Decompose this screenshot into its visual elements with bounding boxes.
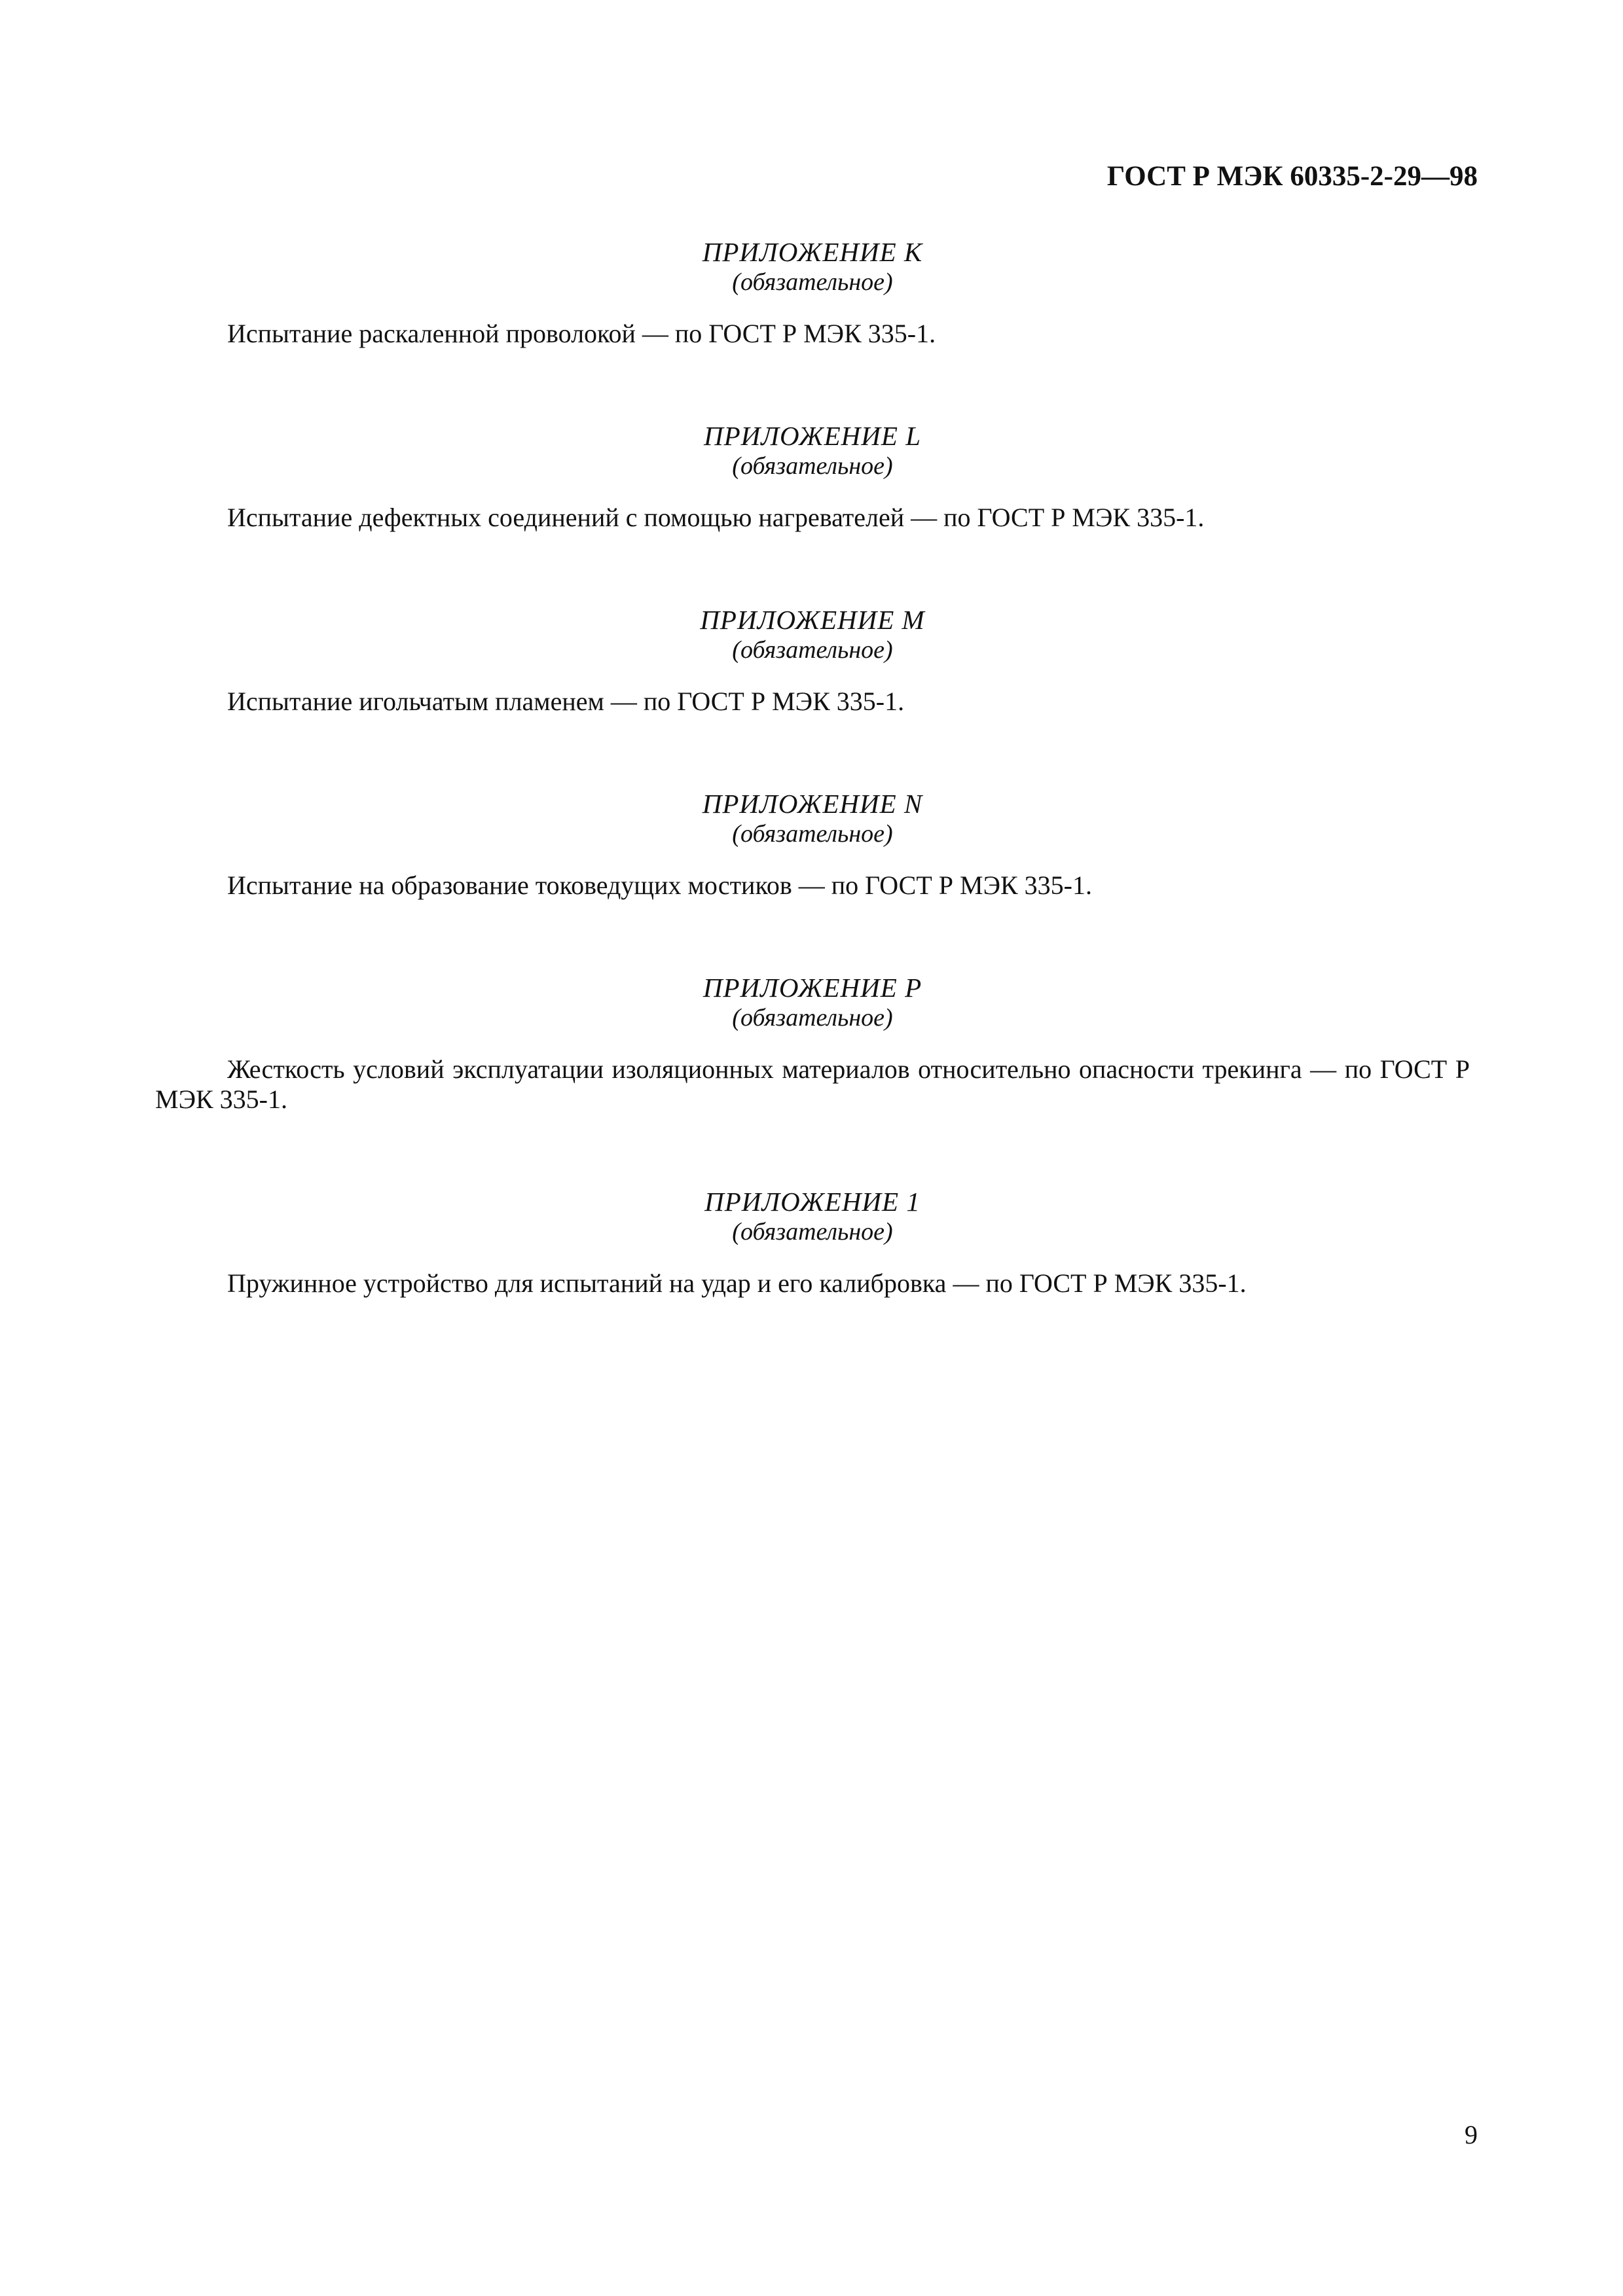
annex-p	[155, 973, 1470, 1115]
annex-1	[155, 1187, 1470, 1299]
section-gap	[155, 1115, 1470, 1187]
section-gap	[155, 901, 1470, 973]
annex-l	[155, 421, 1470, 533]
annex-text: Испытание раскаленной проволокой — по ГОСТ Р МЭК 335-1.	[227, 319, 936, 348]
annex-status: (обязательное)	[732, 636, 893, 664]
annex-n	[155, 789, 1470, 901]
section-gap	[155, 349, 1470, 421]
page-content	[155, 237, 1470, 1299]
annex-title: ПРИЛОЖЕНИЕ K	[702, 237, 923, 267]
section-gap	[155, 717, 1470, 789]
annex-title: ПРИЛОЖЕНИЕ M	[700, 605, 925, 635]
annex-text: Испытание на образование токоведущих мостиков — по ГОСТ Р МЭК 335-1.	[227, 870, 1092, 900]
annex-title: ПРИЛОЖЕНИЕ P	[702, 973, 922, 1003]
annex-status: (обязательное)	[732, 452, 893, 480]
annex-title: ПРИЛОЖЕНИЕ 1	[704, 1187, 921, 1217]
annex-text: Испытание игольчатым пламенем — по ГОСТ Р МЭК 335-1.	[227, 687, 905, 716]
page-number: 9	[1465, 2120, 1478, 2149]
section-gap	[155, 533, 1470, 605]
annex-text: Жесткость условий эксплуатации изоляционных материалов относительно опасности трекинга — по ГОСТ Р МЭК 335-1.	[155, 1054, 1470, 1114]
annex-title: ПРИЛОЖЕНИЕ N	[702, 789, 923, 819]
annex-m	[155, 605, 1470, 717]
annex-status: (обязательное)	[732, 820, 893, 848]
annex-status: (обязательное)	[732, 1218, 893, 1246]
annex-status: (обязательное)	[732, 1004, 893, 1031]
annex-k	[155, 237, 1470, 349]
document-header: ГОСТ Р МЭК 60335-2-29—98	[1106, 161, 1478, 192]
annex-text: Испытание дефектных соединений с помощью нагревателей — по ГОСТ Р МЭК 335-1.	[227, 503, 1205, 532]
annex-title: ПРИЛОЖЕНИЕ L	[704, 421, 921, 451]
annex-text: Пружинное устройство для испытаний на удар и его калибровка — по ГОСТ Р МЭК 335-1.	[227, 1268, 1247, 1298]
annex-status: (обязательное)	[732, 268, 893, 296]
